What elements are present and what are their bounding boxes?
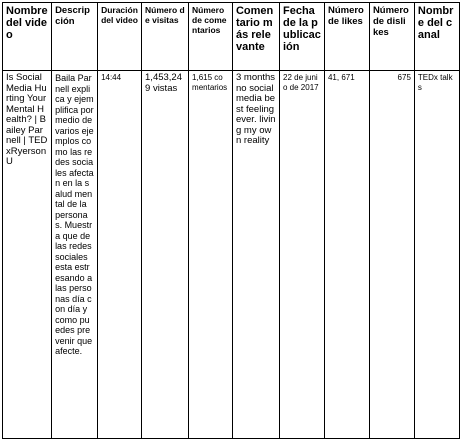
cell-views: 1,453,249 vistas (142, 71, 189, 439)
header-video-name: Nombre del video (3, 3, 52, 71)
cell-channel: TEDx talks (414, 71, 459, 439)
header-comments: Número de comentarios (189, 3, 233, 71)
cell-top-comment: 3 months no social media best feeling ever. living my own reality (232, 71, 279, 439)
header-likes: Número de likes (324, 3, 369, 71)
table-row (3, 71, 460, 439)
cell-dislikes: 675 (369, 71, 414, 439)
header-dislikes: Número de dislikes (369, 3, 414, 71)
video-data-table (2, 2, 460, 439)
header-row (3, 3, 460, 71)
cell-video-name: Is Social Media Hurting Your Mental Health? | Bailey Parnell | TEDxRyersonU (3, 71, 52, 439)
cell-likes: 41, 671 (324, 71, 369, 439)
header-channel: Nombre del canal (414, 3, 459, 71)
cell-publish-date: 22 de junio de 2017 (280, 71, 325, 439)
cell-duration: 14:44 (98, 71, 142, 439)
header-views: Número de visitas (142, 3, 189, 71)
cell-description: Baila Parnell explica y ejemplifica por medio de varios ejemplos como las redes sociales afectan en la salud mental de la personas. Muestra que de las redes sociales esta estresando a las personas día con día y como puedes prevenir que afecte. (52, 71, 98, 439)
cell-comments: 1,615 comentarios (189, 71, 233, 439)
header-duration: Duración del video (98, 3, 142, 71)
header-top-comment: Comentario más relevante (232, 3, 279, 71)
header-publish-date: Fecha de la publicación (280, 3, 325, 71)
header-description: Descripción (52, 3, 98, 71)
